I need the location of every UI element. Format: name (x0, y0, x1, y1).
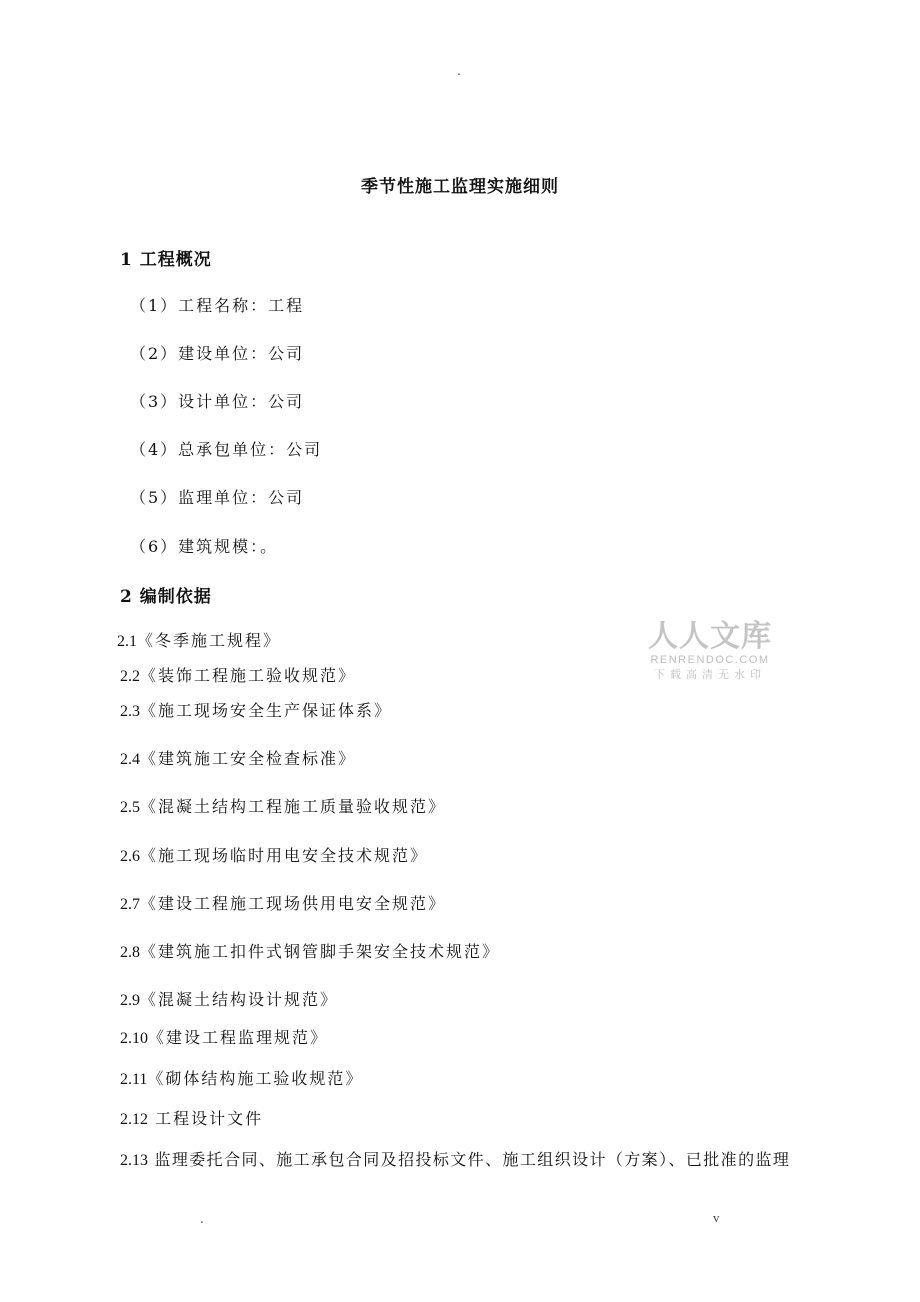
footer-right-mark: v (713, 1210, 720, 1225)
reference-item: 2.10《建设工程监理规范》 (120, 1028, 329, 1047)
reference-item: 2.12 工程设计文件 (120, 1109, 264, 1128)
section-heading-basis: 2 编制依据 (120, 587, 212, 607)
overview-item-supervisor: （5）监理单位：公司 (130, 488, 305, 507)
reference-item: 2.4《建筑施工安全检查标准》 (120, 749, 357, 768)
reference-item: 2.9《混凝土结构设计规范》 (120, 990, 339, 1009)
reference-item: 2.2《装饰工程施工验收规范》 (120, 666, 357, 685)
overview-item-designer: （3）设计单位：公司 (130, 392, 305, 411)
page-title: 季节性施工监理实施细则 (361, 177, 559, 197)
reference-item: 2.1《冬季施工规程》 (117, 631, 282, 650)
reference-item: 2.5《混凝土结构工程施工质量验收规范》 (120, 797, 447, 816)
section-heading-overview: 1 工程概况 (120, 250, 212, 270)
reference-item: 2.8《建筑施工扣件式钢管脚手架安全技术规范》 (120, 942, 501, 961)
overview-item-project-name: （1）工程名称：工程 (130, 296, 305, 315)
watermark-brand: 人人文库 (648, 619, 772, 654)
overview-item-owner: （2）建设单位：公司 (130, 344, 305, 363)
reference-item: 2.6《施工现场临时用电安全技术规范》 (120, 846, 429, 865)
footer-left-mark: . (200, 1212, 204, 1226)
watermark-slogan: 下载高清无水印 (654, 668, 766, 681)
reference-item: 2.13 监理委托合同、施工承包合同及招投标文件、施工组织设计（方案）、已批准的监理 (120, 1150, 791, 1169)
reference-item: 2.7《建设工程施工现场供用电安全规范》 (120, 894, 447, 913)
watermark-logo (648, 620, 772, 682)
overview-item-scale: （6）建筑规模：。 (130, 537, 279, 556)
overview-item-contractor: （4）总承包单位：公司 (130, 440, 323, 459)
watermark-domain: RENRENDOC.COM (650, 654, 770, 666)
reference-item: 2.3《施工现场安全生产保证体系》 (120, 701, 393, 720)
header-dot: . (457, 64, 461, 78)
reference-item: 2.11《砌体结构施工验收规范》 (120, 1069, 364, 1088)
